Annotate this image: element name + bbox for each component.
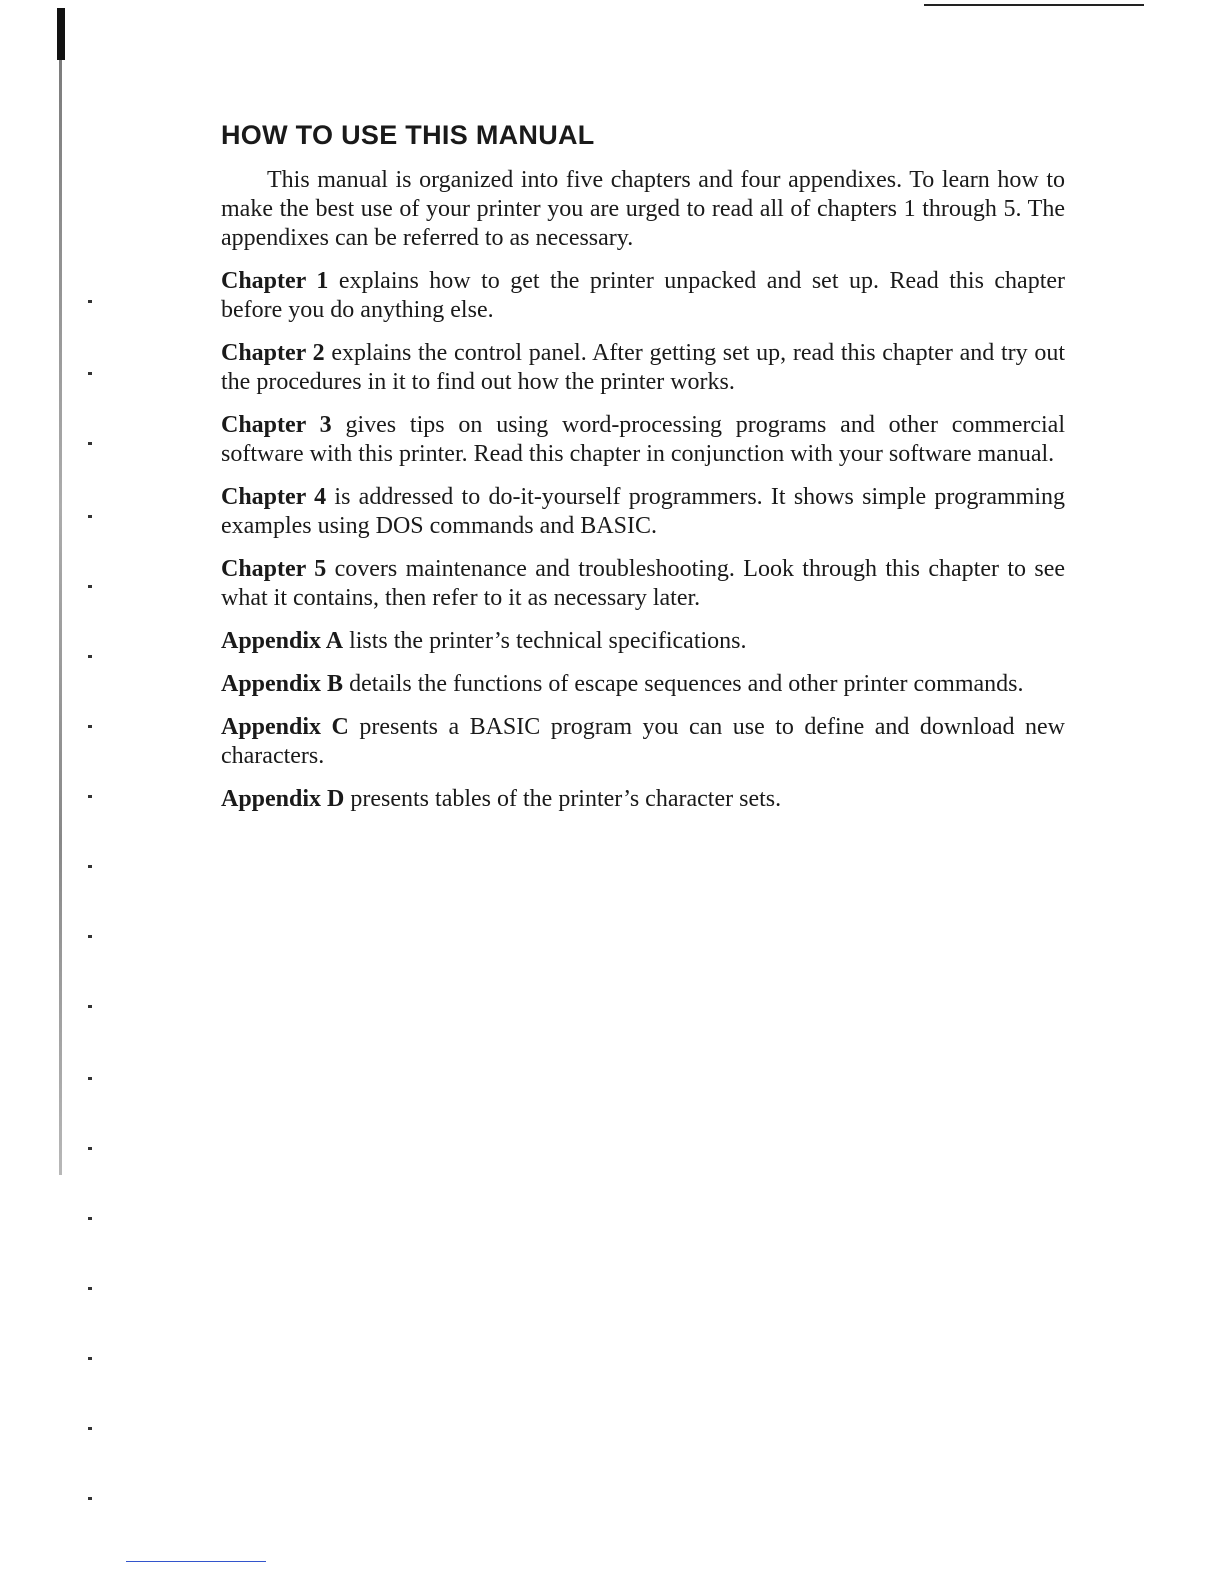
scan-dot xyxy=(88,935,92,938)
section-text: presents a BASIC program you can use to define and download new characters. xyxy=(221,714,1066,769)
section-text: is addressed to do-it-yourself programmers. It shows simple programming examples using DOS commands and BASIC. xyxy=(221,484,1065,539)
scan-dot xyxy=(88,795,92,798)
section-text: details the functions of escape sequences and other printer commands. xyxy=(343,671,1024,697)
section-text: covers maintenance and troubleshooting. Look through this chapter to see what it contains, then refer to it as necessary later. xyxy=(221,556,1066,611)
section-chapter-3 xyxy=(221,411,1065,469)
section-term: Chapter 1 xyxy=(221,268,329,294)
section-chapter-2 xyxy=(221,339,1065,397)
manual-page-content xyxy=(221,118,1065,828)
scan-dot xyxy=(88,1287,92,1290)
section-term: Chapter 3 xyxy=(221,412,332,438)
scan-dot xyxy=(88,585,92,588)
page-title: HOW TO USE THIS MANUAL xyxy=(221,120,595,150)
section-term: Appendix C xyxy=(221,714,349,740)
section-chapter-1 xyxy=(221,267,1065,325)
section-term: Chapter 2 xyxy=(221,340,325,366)
scan-dot xyxy=(88,1147,92,1150)
section-appendix-c xyxy=(221,713,1065,771)
section-term: Appendix B xyxy=(221,671,344,697)
intro-paragraph: This manual is organized into five chapters and four appendixes. To learn how to make the best use of your printer you are urged to read all of chapters 1 through 5. The appendixes can be referred to as necessary. xyxy=(221,167,1065,251)
scan-dot xyxy=(88,1497,92,1500)
scan-dot xyxy=(88,442,92,445)
section-term: Appendix A xyxy=(221,628,344,654)
scan-dot xyxy=(88,1077,92,1080)
top-rule xyxy=(924,4,1144,6)
section-appendix-b xyxy=(221,670,1065,699)
scan-binding-mark xyxy=(57,8,65,60)
section-text: gives tips on using word-processing programs and other commercial software with this printer. Read this chapter in conjunction with your software manual. xyxy=(221,412,1066,467)
section-appendix-d xyxy=(221,785,1065,814)
scan-dot xyxy=(88,515,92,518)
section-text: explains how to get the printer unpacked and set up. Read this chapter before you do anything else. xyxy=(221,268,1066,323)
scan-dot xyxy=(88,1427,92,1430)
section-term: Appendix D xyxy=(221,786,345,812)
scan-dot xyxy=(88,372,92,375)
scan-dot xyxy=(88,725,92,728)
scan-dot xyxy=(88,655,92,658)
scan-dot xyxy=(88,1005,92,1008)
scan-dot xyxy=(88,865,92,868)
section-text: presents tables of the printer’s character sets. xyxy=(344,786,782,812)
scan-dot xyxy=(88,1217,92,1220)
section-text: explains the control panel. After getting set up, read this chapter and try out the procedures in it to find out how the printer works. xyxy=(221,340,1066,395)
section-term: Chapter 4 xyxy=(221,484,327,510)
scan-dot xyxy=(88,1357,92,1360)
section-term: Chapter 5 xyxy=(221,556,327,582)
section-chapter-4 xyxy=(221,483,1065,541)
scan-page-edge xyxy=(59,60,62,1175)
section-appendix-a xyxy=(221,627,1065,656)
bottom-rule xyxy=(126,1561,266,1562)
scan-dot xyxy=(88,300,92,303)
section-text: lists the printer’s technical specifications. xyxy=(343,628,747,654)
section-chapter-5 xyxy=(221,555,1065,613)
